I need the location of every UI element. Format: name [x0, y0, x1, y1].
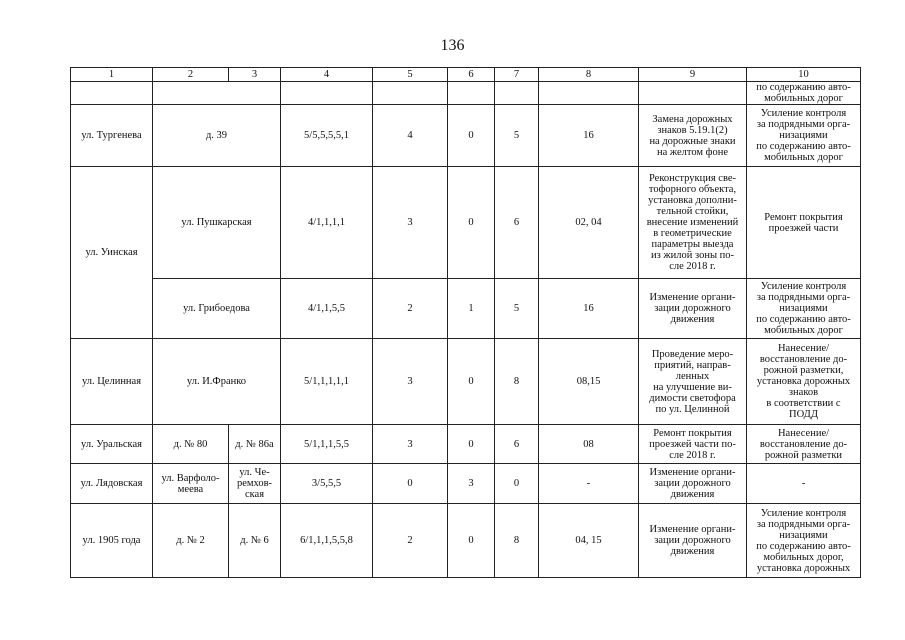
header-cell: 1: [71, 68, 153, 82]
header-cell: 2: [153, 68, 229, 82]
cell: 02, 04: [539, 167, 639, 279]
measure-cell: Усиление контроля за подрядными орга- низациями по содержанию авто- мобильных дорог: [747, 105, 861, 167]
header-cell: 5: [373, 68, 448, 82]
cell: 04, 15: [539, 504, 639, 578]
address-cell: д. 39: [153, 105, 281, 167]
address-from-cell: д. № 80: [153, 425, 229, 464]
address-cell: ул. Грибоедова: [153, 279, 281, 339]
cell: 5: [495, 279, 539, 339]
cell: [495, 82, 539, 105]
cell: 8: [495, 504, 539, 578]
address-to-cell: ул. Че- ремхов- ская: [229, 464, 281, 504]
measure-cell: -: [747, 464, 861, 504]
page-number: 136: [440, 37, 465, 54]
cell: 8: [495, 339, 539, 425]
measure-cell: Усиление контроля за подрядными орга- низациями по содержанию авто- мобильных дорог, установка дорожных: [747, 504, 861, 578]
street-cell: ул. Лядовская: [71, 464, 153, 504]
address-cell: ул. Пушкарская: [153, 167, 281, 279]
cell: 3/5,5,5: [281, 464, 373, 504]
cell: 2: [373, 279, 448, 339]
address-from-cell: д. № 2: [153, 504, 229, 578]
cell: 5/5,5,5,5,1: [281, 105, 373, 167]
table-row: [71, 504, 861, 578]
address-from-cell: ул. Варфоло- меева: [153, 464, 229, 504]
cell: 0: [448, 167, 495, 279]
cell: 6: [495, 425, 539, 464]
table-row: [71, 105, 861, 167]
cell: 0: [448, 339, 495, 425]
cell: 3: [448, 464, 495, 504]
cell: 08: [539, 425, 639, 464]
street-cell: ул. Уинская: [71, 167, 153, 339]
cell: 5/1,1,1,5,5: [281, 425, 373, 464]
cell: [153, 82, 281, 105]
cell: 1: [448, 279, 495, 339]
header-cell: 4: [281, 68, 373, 82]
measure-cell: по содержанию авто- мобильных дорог: [747, 82, 861, 105]
traffic-measures-table: [70, 67, 861, 578]
cell: 0: [373, 464, 448, 504]
cell: [281, 82, 373, 105]
measure-cell: Изменение органи- зации дорожного движения: [639, 464, 747, 504]
cell: 0: [448, 105, 495, 167]
header-cell: 8: [539, 68, 639, 82]
cell: 2: [373, 504, 448, 578]
header-cell: 7: [495, 68, 539, 82]
address-to-cell: д. № 6: [229, 504, 281, 578]
street-cell: ул. Тургенева: [71, 105, 153, 167]
cell: 4/1,1,5,5: [281, 279, 373, 339]
measure-cell: Нанесение/ восстановление до- рожной разметки, установка дорожных знаков в соответствии с ПОДД: [747, 339, 861, 425]
measure-cell: Ремонт покрытия проезжей части: [747, 167, 861, 279]
cell: 4/1,1,1,1: [281, 167, 373, 279]
header-cell: 3: [229, 68, 281, 82]
street-cell: ул. 1905 года: [71, 504, 153, 578]
table-row: [71, 167, 861, 279]
measure-cell: Замена дорожных знаков 5.19.1(2) на дорожные знаки на желтом фоне: [639, 105, 747, 167]
table-row: [71, 464, 861, 504]
table-row: [71, 82, 861, 105]
header-cell: 6: [448, 68, 495, 82]
cell: 6: [495, 167, 539, 279]
cell: 0: [448, 425, 495, 464]
header-cell: 9: [639, 68, 747, 82]
cell: [373, 82, 448, 105]
cell: 5: [495, 105, 539, 167]
cell: 3: [373, 425, 448, 464]
street-cell: ул. Целинная: [71, 339, 153, 425]
measure-cell: Усиление контроля за подрядными орга- низациями по содержанию авто- мобильных дорог: [747, 279, 861, 339]
table-row: [71, 425, 861, 464]
measure-cell: Ремонт покрытия проезжей части по- сле 2018 г.: [639, 425, 747, 464]
cell: [539, 82, 639, 105]
cell: 6/1,1,1,5,5,8: [281, 504, 373, 578]
measure-cell: Изменение органи- зации дорожного движения: [639, 504, 747, 578]
address-to-cell: д. № 86а: [229, 425, 281, 464]
table-row: [71, 339, 861, 425]
header-row: [71, 68, 861, 82]
cell: [71, 82, 153, 105]
cell: 0: [448, 504, 495, 578]
cell: 5/1,1,1,1,1: [281, 339, 373, 425]
cell: [639, 82, 747, 105]
measure-cell: Изменение органи- зации дорожного движения: [639, 279, 747, 339]
cell: 3: [373, 167, 448, 279]
cell: 4: [373, 105, 448, 167]
street-cell: ул. Уральская: [71, 425, 153, 464]
table-row: [71, 279, 861, 339]
address-cell: ул. И.Франко: [153, 339, 281, 425]
measure-cell: Нанесение/ восстановление до- рожной разметки: [747, 425, 861, 464]
measure-cell: Проведение меро- приятий, направ- ленных на улучшение ви- димости светофора по ул. Целинной: [639, 339, 747, 425]
cell: -: [539, 464, 639, 504]
measure-cell: Реконструкция све- тофорного объекта, установка дополни- тельной стойки, внесение изменений в геометрические параметры выезда из жилой зоны по- сле 2018 г.: [639, 167, 747, 279]
cell: 3: [373, 339, 448, 425]
cell: 16: [539, 279, 639, 339]
cell: 0: [495, 464, 539, 504]
cell: 16: [539, 105, 639, 167]
cell: 08,15: [539, 339, 639, 425]
header-cell: 10: [747, 68, 861, 82]
cell: [448, 82, 495, 105]
